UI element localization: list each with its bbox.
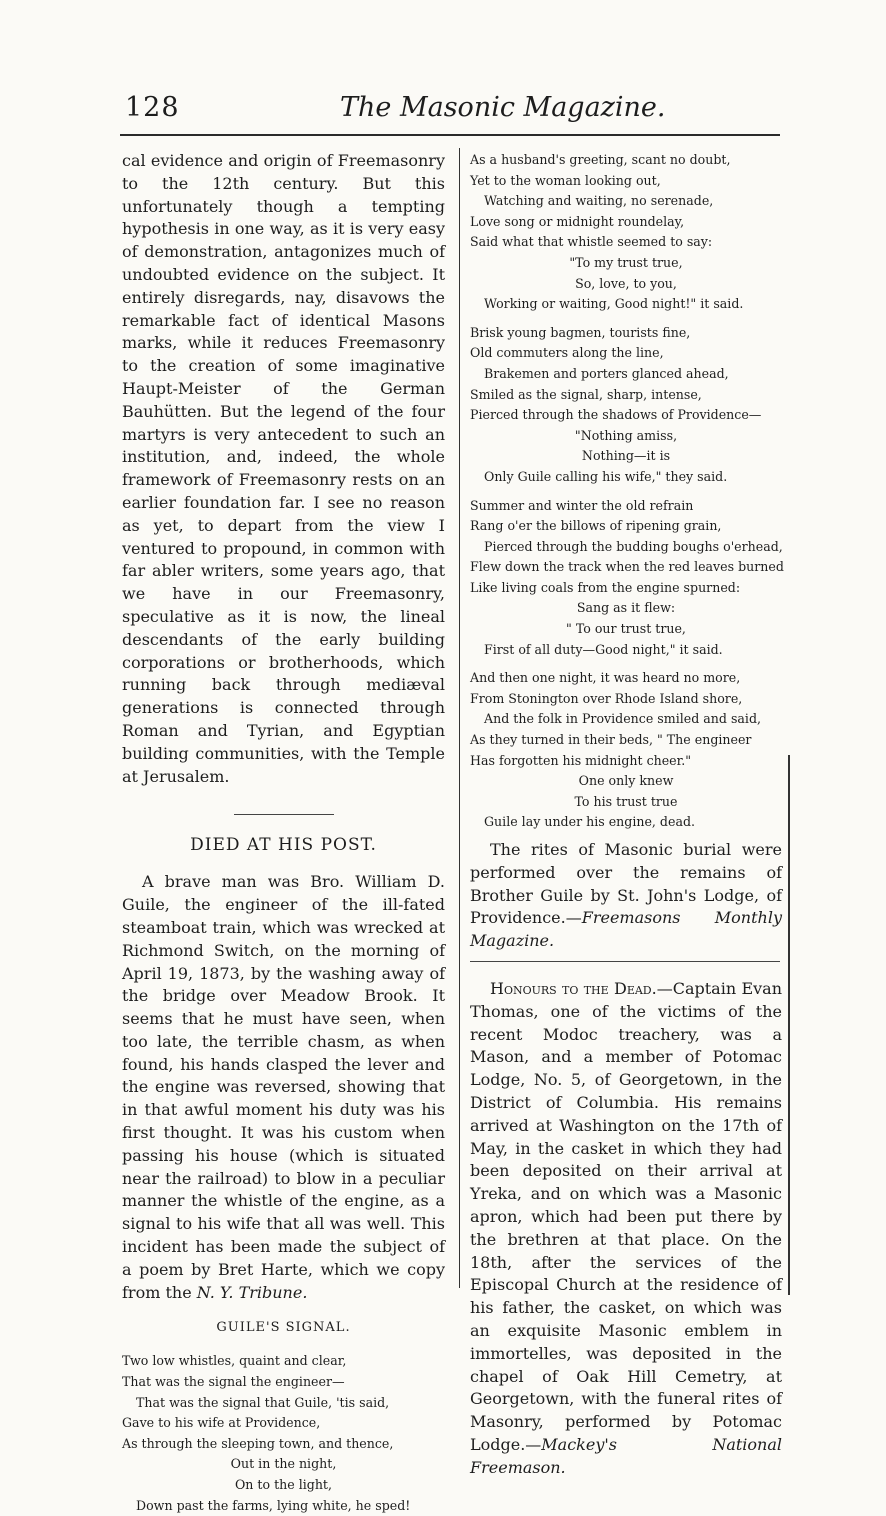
honours-heading: Honours to the Dead. bbox=[490, 978, 657, 998]
poem-line: So, love, to you, bbox=[575, 275, 677, 291]
poem-line: Guile lay under his engine, dead. bbox=[484, 814, 696, 830]
poem-line: Watching and waiting, no serenade, bbox=[484, 193, 714, 209]
running-head: The Masonic Magazine. bbox=[340, 92, 666, 123]
poem-stanza-3 bbox=[470, 496, 782, 661]
poem-line: One only knew bbox=[578, 773, 674, 789]
poem-line: Like living coals from the engine spurned: bbox=[470, 579, 741, 595]
poem-line: First of all duty—Good night," it said. bbox=[484, 641, 723, 657]
poem-line: On to the light, bbox=[234, 1477, 332, 1493]
poem-line: Love song or midnight roundelay, bbox=[470, 213, 685, 229]
poem-line: As they turned in their beds, " The engineer bbox=[470, 732, 752, 748]
page-number: 128 bbox=[125, 92, 180, 123]
poem-line: And the folk in Providence smiled and said, bbox=[484, 711, 762, 727]
poem-line: Rang o'er the billows of ripening grain, bbox=[470, 518, 722, 534]
poem-line: Pierced through the budding boughs o'erhead, bbox=[484, 538, 783, 554]
poem-line: Sang as it flew: bbox=[576, 600, 676, 616]
article-title: DIED AT HIS POST. bbox=[190, 835, 377, 856]
poem-line: Two low whistles, quaint and clear, bbox=[122, 1353, 347, 1369]
poem-line: "Nothing amiss, bbox=[574, 427, 678, 443]
right-column bbox=[470, 150, 782, 1480]
poem-line: Said what that whistle seemed to say: bbox=[470, 234, 713, 250]
poem-stanza-0 bbox=[122, 1351, 445, 1516]
poem-line: "To my trust true, bbox=[569, 254, 683, 270]
poem-line: Gave to his wife at Providence, bbox=[122, 1415, 321, 1431]
section-separator bbox=[234, 814, 334, 815]
section-separator bbox=[470, 961, 780, 962]
poem-line: And then one night, it was heard no more, bbox=[470, 670, 741, 686]
poem-line: That was the signal the engineer— bbox=[122, 1374, 345, 1390]
burial-source: Freemasons Monthly Magazine. bbox=[470, 908, 782, 951]
poem-line: Smiled as the signal, sharp, intense, bbox=[470, 386, 702, 402]
intro-paragraph: cal evidence and origin of Freemasonry to the 12th century. But this unfortunately though a tempting hypothesis in one way, as it is very easy of demonstration, antagonizes much of undoubted evidence on the subject. It entirely disregards, nay, disavows the remarkable fact of identical Masons marks, while it reduces Freemasonry to the creation of some imaginative Haupt-Meister of the German Bauhütten. But the legend of the four martyrs is very antecedent to such an institution, and, indeed, the whole framework of Freemasonry rests on an earlier foundation far. I see no reason as yet, to depart from the view I ventured to propound, in common with far abler writers, some years ago, that we have in our Freemasonry, speculative as it is now, the lineal descendants of the early building corporations or brotherhoods, which running back through mediæval generations is connected through Roman and Tyrian, and Egyptian building communities, with the Temple at Jerusalem. bbox=[122, 151, 445, 786]
header-rule bbox=[120, 134, 780, 136]
poem-line: That was the signal that Guile, 'tis said, bbox=[136, 1394, 390, 1410]
honours-source: Mackey's National Freemason. bbox=[470, 1434, 782, 1477]
poem-line: Down past the farms, lying white, he sped! bbox=[136, 1497, 411, 1513]
article-paragraph-source: N. Y. Tribune. bbox=[196, 1282, 308, 1302]
poem-line: Flew down the track when the red leaves burned bbox=[470, 559, 784, 575]
poem-line: Yet to the woman looking out, bbox=[470, 172, 661, 188]
poem-line: Only Guile calling his wife," they said. bbox=[484, 468, 728, 484]
poem-stanza-4 bbox=[470, 668, 782, 833]
poem-line: Brakemen and porters glanced ahead, bbox=[484, 365, 729, 381]
article-paragraph-text: A brave man was Bro. William D. Guile, the engineer of the ill-fated steamboat train, which was wrecked at Richmond Switch, on the morning of April 19, 1873, by the washing away of the bridge over Meadow Brook. It seems that he must have seen, when too late, the terrible chasm, as when found, his hands clasped the lever and the engine was reversed, showing that in that awful moment his duty was his first thought. It was his custom when passing his house (which is situated near the railroad) to blow in a peculiar manner the whistle of the engine, as a signal to his wife that all was well. This incident has been made the subject of a poem by Bret Harte, which we copy from the bbox=[122, 872, 445, 1302]
burial-paragraph bbox=[470, 839, 782, 953]
column-rule bbox=[459, 148, 460, 1288]
poem-line: Nothing—it is bbox=[581, 448, 671, 464]
article-paragraph bbox=[122, 871, 445, 1304]
left-column bbox=[122, 150, 445, 1516]
poem-line: Has forgotten his midnight cheer." bbox=[470, 752, 692, 768]
poem-line: Summer and winter the old refrain bbox=[470, 497, 694, 513]
poem-line: To his trust true bbox=[574, 793, 678, 809]
right-edge-rule bbox=[788, 755, 790, 1295]
poem-line: As through the sleeping town, and thence, bbox=[122, 1435, 394, 1451]
poem-line: " To our trust true, bbox=[566, 621, 686, 637]
honours-text: —Captain Evan Thomas, one of the victims of the recent Modoc treachery, was a Mason, and a member of Potomac Lodge, No. 5, of Georgetown, in the District of Columbia. His remains arrived at Washington on the 17th of May, in the casket in which they had been deposited on their arrival at Yreka, and on which was a Masonic apron, which had been put there by the brethren at that place. On the 18th, after the services of the Episcopal Church at the residence of his father, the casket, on which was an exquisite Masonic emblem in immortelles, was deposited in the chapel of Oak Hill Cemetry, at Georgetown, with the funeral rites of Masonry, performed by Potomac Lodge.— bbox=[470, 978, 783, 1454]
honours-paragraph bbox=[470, 978, 782, 1480]
poem-stanza-2 bbox=[470, 323, 782, 488]
poem-line: Old commuters along the line, bbox=[470, 345, 664, 361]
poem-line: From Stonington over Rhode Island shore, bbox=[470, 690, 743, 706]
poem-line: Brisk young bagmen, tourists fine, bbox=[470, 324, 691, 340]
poem-title: GUILE'S SIGNAL. bbox=[216, 1320, 351, 1336]
poem-stanza-1 bbox=[470, 150, 782, 315]
poem-line: As a husband's greeting, scant no doubt, bbox=[470, 152, 731, 167]
poem-line: Pierced through the shadows of Providence— bbox=[470, 407, 762, 423]
poem-line: Out in the night, bbox=[230, 1456, 337, 1472]
burial-text: The rites of Masonic burial were performed over the remains of Brother Guile by St. John's Lodge, of Providence.— bbox=[470, 840, 782, 928]
poem-line: Working or waiting, Good night!" it said. bbox=[484, 296, 744, 312]
